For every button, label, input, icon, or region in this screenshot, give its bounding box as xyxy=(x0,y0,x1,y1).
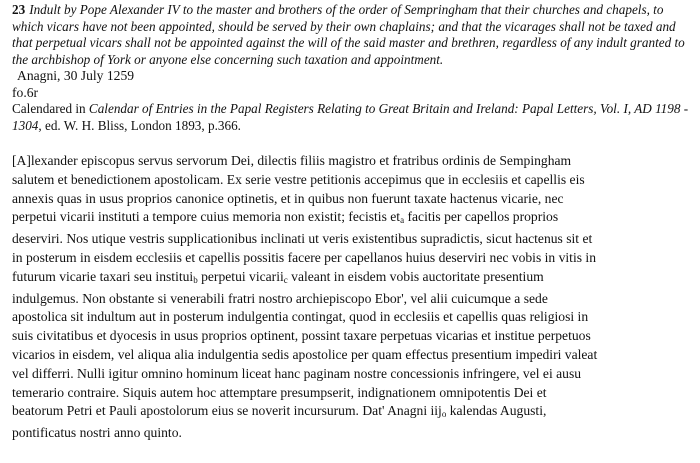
latin-segment: facitis per capellos proprios xyxy=(404,209,559,225)
latin-segment: kalendas Augusti, xyxy=(446,403,547,419)
latin-line: suis civitatibus et dyocesis in usus proprios optinent, possint taxare perpetuas vicarias et institue perpetuos xyxy=(12,328,591,344)
latin-line: vicarios in eisdem, vel aliqua alia indulgentia sedis apostolice per quam effectus presentium impediri valeat xyxy=(12,346,598,362)
latin-line: salutem et benedictionem apostolicam. Ex serie vestre petitionis accepimus que in ecclesiis et capellis eis xyxy=(12,171,585,187)
calendar-suffix: , ed. W. H. Bliss, London 1893, p.366. xyxy=(38,117,241,133)
entry-number: 23 xyxy=(12,2,26,17)
latin-line: temerario contraire. Siquis autem hoc attemptare presumpserit, indignationem omnipotentis Dei et xyxy=(12,384,547,400)
latin-line: in posterum in eisdem ecclesiis et capellis possitis facere per capellanos huius deserviri nec vobis in vitis in xyxy=(12,249,597,265)
latin-segment: perpetui vicarii xyxy=(197,268,284,284)
latin-segment: beatorum Petri et Pauli apostolorum eius se noverit incursurum. Dat' Anagni iij xyxy=(12,403,442,419)
folio-reference: fo.6r xyxy=(12,84,39,100)
latin-line xyxy=(12,402,692,424)
latin-line: vel differri. Nulli igitur omnino hominum liceat hanc paginam nostre concessionis infringere, vel ei ausu xyxy=(12,365,582,381)
latin-line xyxy=(12,208,692,230)
latin-line: pontificatus nostri anno quinto. xyxy=(12,425,182,441)
entry-headnote xyxy=(12,2,692,68)
latin-line: apostolica sit indultum aut in posterum indulgentia contingat, quod in ecclesiis et capellis quas religiosi in xyxy=(12,309,589,325)
latin-transcription xyxy=(12,152,692,443)
latin-segment: valeant in eisdem vobis auctoritate presentium xyxy=(287,268,544,284)
latin-line: [A]lexander episcopus servus servorum Dei, dilectis filiis magistro et fratribus ordinis de Sempingham xyxy=(12,153,572,168)
latin-line: deserviri. Nos utique vestris supplicationibus inclinati ut veris existentibus supradictis, sicut hactenus sit et xyxy=(12,231,593,247)
calendar-citation xyxy=(12,101,692,134)
footnote-marker: b xyxy=(193,274,198,285)
calendar-prefix: Calendared in xyxy=(12,101,89,116)
footnote-marker: o xyxy=(441,409,447,420)
headnote-text: Indult by Pope Alexander IV to the master and brothers of the order of Sempringham that their churches and chapels, to which vicars have not been appointed, should be served by their own chaplains; and that the vicarages shall not be taxed and that perpetual vicars shall not be appointed against the will of the said master and brethren, regardless of any indult granted to the archbishop of York or anyone else concerning such taxation and appointment. xyxy=(12,2,685,67)
latin-line xyxy=(12,268,692,290)
place-date: Anagni, 30 July 1259 xyxy=(17,68,135,83)
calendar-title: Calendar of Entries in the Papal Registers Relating to Great Britain and Ireland: Papal Letters, Vol. I, AD 1198 - 1304 xyxy=(12,101,689,133)
latin-line: indulgemus. Non obstante si venerabili fratri nostro archiepiscopo Ebor', vel alii cuicumque a sede xyxy=(12,290,548,306)
footnote-marker: c xyxy=(283,274,288,285)
latin-line: annexis quas in usus proprios canonice optinetis, et in quibus non fuerunt taxate hactenus vicarie, nec xyxy=(12,190,564,206)
latin-segment: perpetui vicarii instituti a tempore cuius memoria non existit; fecistis et xyxy=(12,209,401,225)
latin-segment: futurum vicarie taxari seu institui xyxy=(12,268,194,284)
footnote-marker: a xyxy=(400,215,405,226)
